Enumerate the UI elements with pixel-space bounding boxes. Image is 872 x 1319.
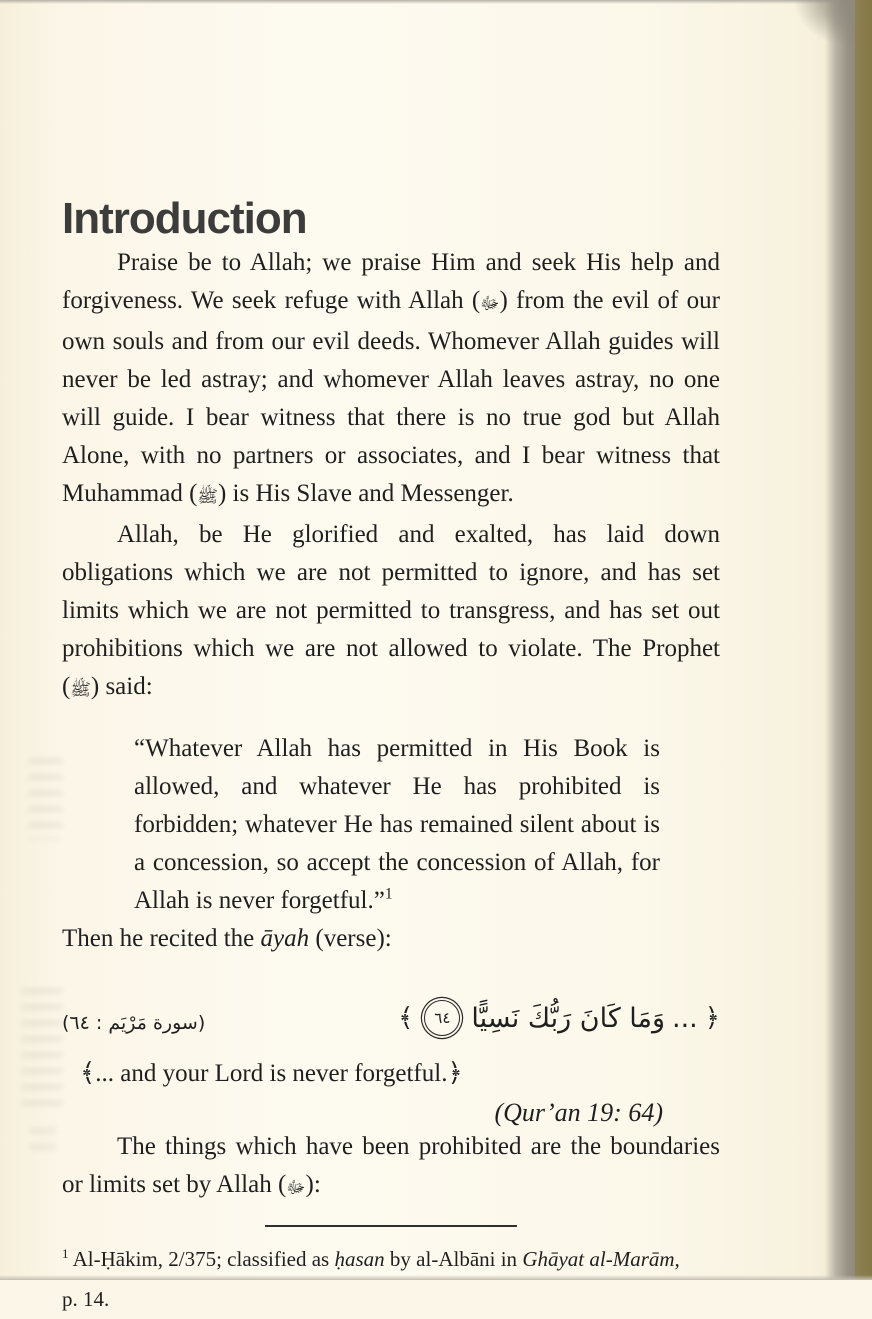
allah-honorific-icon: ﷻ (286, 1178, 306, 1198)
paragraph-text: ) from the evil of our own souls and from our evil deeds. Whomever Allah guides will never be led astray; and whomever Allah leaves astray, no one will guide. I bear witness that there is no true god but Allah Alone, with no partners or associates, and I bear witness that Muhammad ( (62, 287, 720, 507)
footnote-page-number: p. 14. (62, 1287, 110, 1311)
intro-text: Then he recited the (62, 925, 261, 952)
quran-verse-row (62, 974, 720, 1036)
quran-citation: (Qur’an 19: 64) (494, 1098, 663, 1127)
ornate-bracket-icon: ﴿ (447, 1058, 463, 1087)
ellipsis: ... (672, 1002, 698, 1034)
footnote-text: Al-Ḥākim, 2/375; classified as (72, 1247, 335, 1271)
ayah-number-marker: ٦٤ (424, 1000, 460, 1036)
book-page-edges (855, 0, 872, 1280)
scan-corner-shadow (795, 0, 855, 46)
page-content (62, 0, 720, 1319)
paragraph-boundaries (62, 1128, 720, 1207)
paragraph-text: ) is His Slave and Messenger. (217, 480, 514, 507)
ayah-italic-term: āyah (260, 925, 310, 952)
hadith-quote-block (134, 730, 660, 920)
show-through-smudge (22, 988, 62, 1106)
paragraph-text: ): (305, 1171, 321, 1198)
ornate-bracket-icon: ﴾ (398, 1003, 414, 1033)
ornate-bracket-icon: ﴾ (80, 1058, 96, 1087)
show-through-smudge (30, 1128, 56, 1158)
ornate-bracket-icon: ﴿ (704, 1003, 720, 1033)
footnote-italic: Ghāyat al-Marām, (522, 1247, 680, 1271)
allah-honorific-icon: ﷻ (480, 294, 500, 314)
footnote-reference: 1 (384, 885, 393, 903)
arabic-verse (398, 1000, 720, 1036)
footnote-text: by al-Albāni in (384, 1247, 523, 1271)
paragraph-obligations (62, 516, 720, 709)
translation-text: ... and your Lord is never forgetful. (95, 1060, 448, 1087)
paragraph-text: The things which have been prohibited are the boundaries or limits set by Allah ( (62, 1133, 720, 1198)
footnote-marker: 1 (62, 1246, 69, 1261)
hadith-quote-text: “Whatever Allah has permitted in His Book is allowed, and whatever He has prohibited is forbidden; whatever He has remained silent about is a concession, so accept the concession of Allah, for Allah is never forgetful.” (134, 735, 660, 914)
prophet-honorific-icon: ﷺ (197, 487, 218, 507)
intro-text: (verse): (309, 925, 392, 952)
paragraph-opening-praise (62, 244, 720, 516)
page-title: Introduction (62, 194, 307, 243)
footnote (62, 1239, 720, 1319)
page-edge-shadow (825, 0, 855, 1280)
verse-translation (80, 1056, 720, 1092)
ayah-intro-line (62, 920, 720, 958)
prophet-honorific-icon: ﷺ (70, 680, 91, 700)
paragraph-text: Praise be to Allah; we praise Him and seek His help and forgiveness. We seek refuge with Allah ( (62, 249, 720, 314)
footnote-divider (265, 1225, 517, 1227)
sura-reference: (سورة مَرْيَم : ٦٤) (62, 1012, 206, 1034)
arabic-verse-text: وَمَا كَانَ رَبُّكَ نَسِيًّا (471, 1002, 666, 1034)
show-through-smudge (28, 758, 62, 840)
footnote-italic: ḥasan (334, 1247, 385, 1271)
paragraph-text: ) said: (90, 673, 153, 700)
paragraph-text: Allah, be He glorified and exalted, has laid down obligations which we are not permitted to ignore, and has set limits which we are not permitted to transgress, and has set out prohibitions which we are not allowed to violate. The Prophet ( (62, 521, 720, 700)
